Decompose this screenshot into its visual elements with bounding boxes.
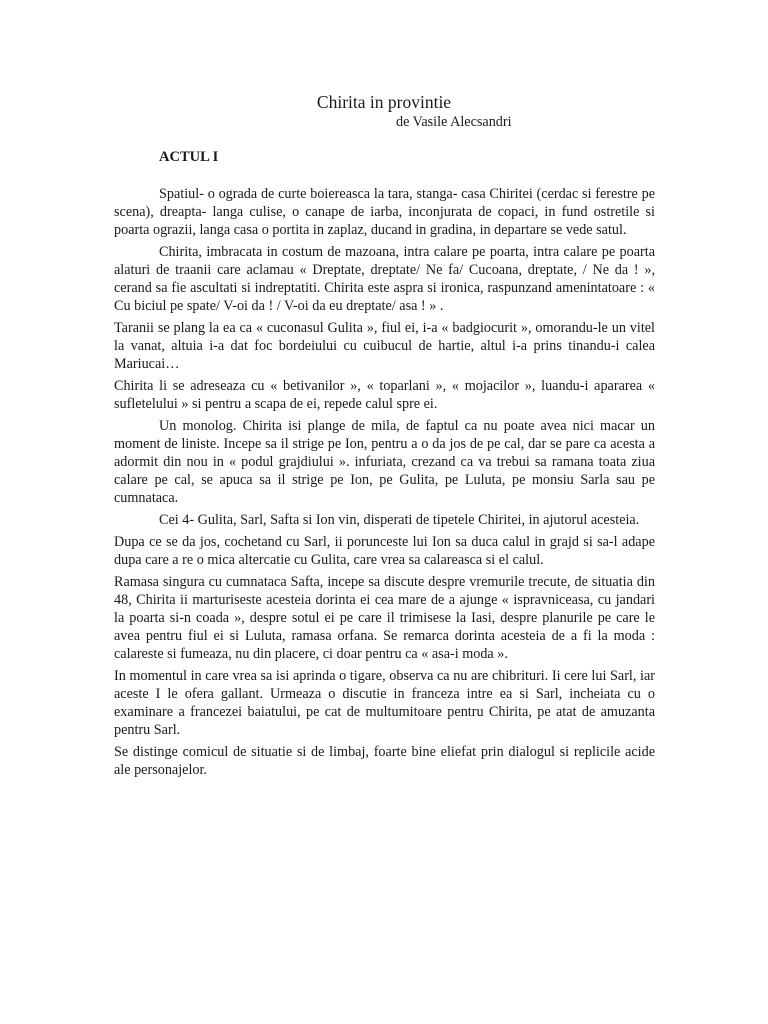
act-heading: ACTUL I: [159, 149, 219, 165]
body-paragraph: Cei 4- Gulita, Sarl, Safta si Ion vin, disperati de tipetele Chiritei, in ajutorul acesteia.: [159, 512, 640, 528]
body-paragraph: Taranii se plang la ea ca « cuconasul Gulita », fiul ei, i-a « badgiocurit », omorandu-le un vitel la vanat, altuia i-a dat foc bordeiului cu cuibucul de hartie, altul i-a prins tinandu-i calea Mariucai…: [114, 320, 655, 372]
body-paragraph: Dupa ce se da jos, cochetand cu Sarl, ii porunceste lui Ion sa duca calul in grajd si sa-l adape dupa care a re o mica altercatie cu Gulita, care vrea sa calareasca si el calul.: [114, 534, 655, 568]
document-body: [114, 185, 655, 783]
body-paragraph: Spatiul- o ograda de curte boiereasca la tara, stanga- casa Chiritei (cerdac si ferestre pe scena), dreapta- langa culise, o canape de iarba, inconjurata de copaci, in fund ostretile si poarta ograzii, langa casa o portita in zaplaz, ducand in gradina, in departare se vede satul.: [114, 186, 655, 238]
body-paragraph: In momentul in care vrea sa isi aprinda o tigare, observa ca nu are chibrituri. Ii cere lui Sarl, iar aceste I le ofera gallant. Urmeaza o discutie in franceza intre ea si Sarl, incheiata cu o examinare a francezei baiatului, pe cat de multumitoare pentru Chirita, pe atat de amuzanta pentru Sarl.: [114, 668, 655, 738]
body-paragraph: Chirita li se adreseaza cu « betivanilor », « toparlani », « mojacilor », luandu-i apararea « sufletelului » si pentru a scapa de ei, repede calul spre ei.: [114, 378, 655, 412]
document-title: Chirita in provintie: [316, 92, 452, 112]
body-paragraph: Ramasa singura cu cumnataca Safta, incepe sa discute despre vremurile trecute, de situatia din 48, Chirita ii marturiseste acesteia dorinta ei cea mare de a ajunge « ispravniceasa, cu jandari la poarta si-n coada », despre sotul ei pe care il trimisese la Iasi, despre planurile pe care le avea pentru fiul ei si Luluta, ramasa orfana. Se remarca dorinta acesteia de a fi la moda : calareste si fumeaza, nu din placere, ci doar pentru ca « asa-i moda ».: [114, 574, 655, 662]
body-paragraph: Chirita, imbracata in costum de mazoana, intra calare pe poarta, intra calare pe poarta alaturi de traanii care aclamau « Dreptate, dreptate/ Ne fa/ Cucoana, dreptate, / Ne da ! », cerand sa fie ascultati si indreptatiti. Chirita este aspra si ironica, raspunzand amenintatoare : « Cu biciul pe spate/ V-oi da ! / V-oi da eu dreptate/ asa ! » .: [114, 244, 655, 314]
body-paragraph: Se distinge comicul de situatie si de limbaj, foarte bine eliefat prin dialogul si replicile acide ale personajelor.: [114, 744, 655, 778]
document-author: de Vasile Alecsandri: [396, 114, 512, 130]
body-paragraph: Un monolog. Chirita isi plange de mila, de faptul ca nu poate avea nici macar un moment de liniste. Incepe sa il strige pe Ion, pentru a o da jos de pe cal, dar se pare ca acesta a adormit din nou in « podul grajdiului ». infuriata, crezand ca va trebui sa ramana toata ziua calare pe cal, se apuca sa il strige pe Ion, pe Gulita, pe Luluta, pe monsiu Sarla sau pe cumnataca.: [114, 418, 655, 506]
